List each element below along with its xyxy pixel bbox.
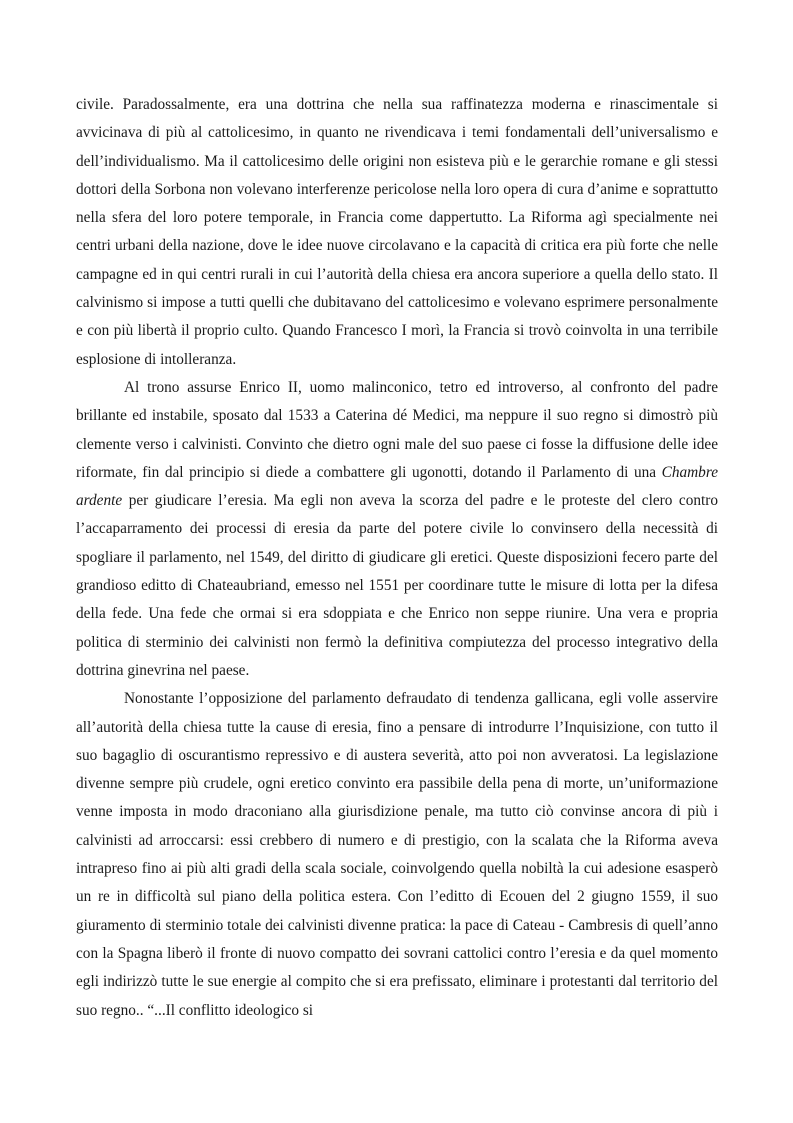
paragraph-1 [76,91,718,374]
paragraph-2-italic-term: Chambre ardente [76,463,718,510]
paragraph-2-text-a: Al trono assurse Enrico II, uomo malinconico, tetro ed introverso, al confronto del padre brillante ed instabile, sposato dal 1533 a Caterina dé Medici, ma neppure il suo regno si dimostrò più clemente verso i calvinisti. Convinto che dietro ogni male del suo paese ci fosse la diffusione delle idee riformate, fin dal principio si diede a combattere gli ugonotti, dotando il Parlamento di una [76,378,718,481]
paragraph-3 [76,685,718,1025]
paragraph-1-text: civile. Paradossalmente, era una dottrina che nella sua raffinatezza moderna e rinascimentale si avvicinava di più al cattolicesimo, in quanto ne rivendicava i temi fondamentali dell’universalismo e dell’individualismo. Ma il cattolicesimo delle origini non esisteva più e le gerarchie romane e gli stessi dottori della Sorbona non volevano interferenze pericolose nella loro opera di cura d’anime e soprattutto nella sfera del loro potere temporale, in Francia come dappertutto. La Riforma agì specialmente nei centri urbani della nazione, dove le idee nuove circolavano e la capacità di critica era più forte che nelle campagne ed in qui centri rurali in cui l’autorità della chiesa era ancora superiore a quella dello stato. Il calvinismo si impose a tutti quelli che dubitavano del cattolicesimo e volevano esprimere personalmente e con più libertà il proprio culto. Quando Francesco I morì, la Francia si trovò coinvolta in una terribile esplosione di intolleranza. [76,96,718,368]
body-text [76,91,718,1025]
paragraph-3-text: Nonostante l’opposizione del parlamento defraudato di tendenza gallicana, egli volle asservire all’autorità della chiesa tutte la cause di eresia, fino a pensare di introdurre l’Inquisizione, con tutto il suo bagaglio di oscurantismo repressivo e di austera severità, atto poi non avveratosi. La legislazione divenne sempre più crudele, ogni eretico convinto era passibile della pena di morte, un’uniformazione venne imposta in modo draconiano alla giurisdizione penale, ma tutto ciò convinse ancora di più i calvinisti ad arroccarsi: essi crebbero di numero e di prestigio, con la scalata che la Riforma aveva intrapreso fino ai più alti gradi della scala sociale, coinvolgendo quella nobiltà la cui adesione esasperò un re in difficoltà sul piano della politica estera. Con l’editto di Ecouen del 2 giugno 1559, il suo giuramento di sterminio totale dei calvinisti divenne pratica: la pace di Cateau - Cambresis di quell’anno con la Spagna liberò il fronte di nuovo compatto dei sovrani cattolici contro l’eresia e da quel momento egli indirizzò tutte le sue energie al compito che si era prefissato, eliminare i protestanti dal territorio del suo regno.. “...Il conflitto ideologico si [76,690,718,1019]
paragraph-2-text-b: per giudicare l’eresia. Ma egli non aveva la scorza del padre e le proteste del clero contro l’accaparramento dei processi di eresia da parte del potere civile lo convinsero della necessità di spogliare il parlamento, nel 1549, del diritto di giudicare gli eretici. Queste disposizioni fecero parte del grandioso editto di Chateaubriand, emesso nel 1551 per coordinare tutte le misure di lotta per la difesa della fede. Una fede che ormai si era sdoppiata e che Enrico non seppe riunire. Una vera e propria politica di sterminio dei calvinisti non fermò la definitiva compiutezza del processo integrativo della dottrina ginevrina nel paese. [76,492,718,679]
paragraph-2 [76,374,718,685]
